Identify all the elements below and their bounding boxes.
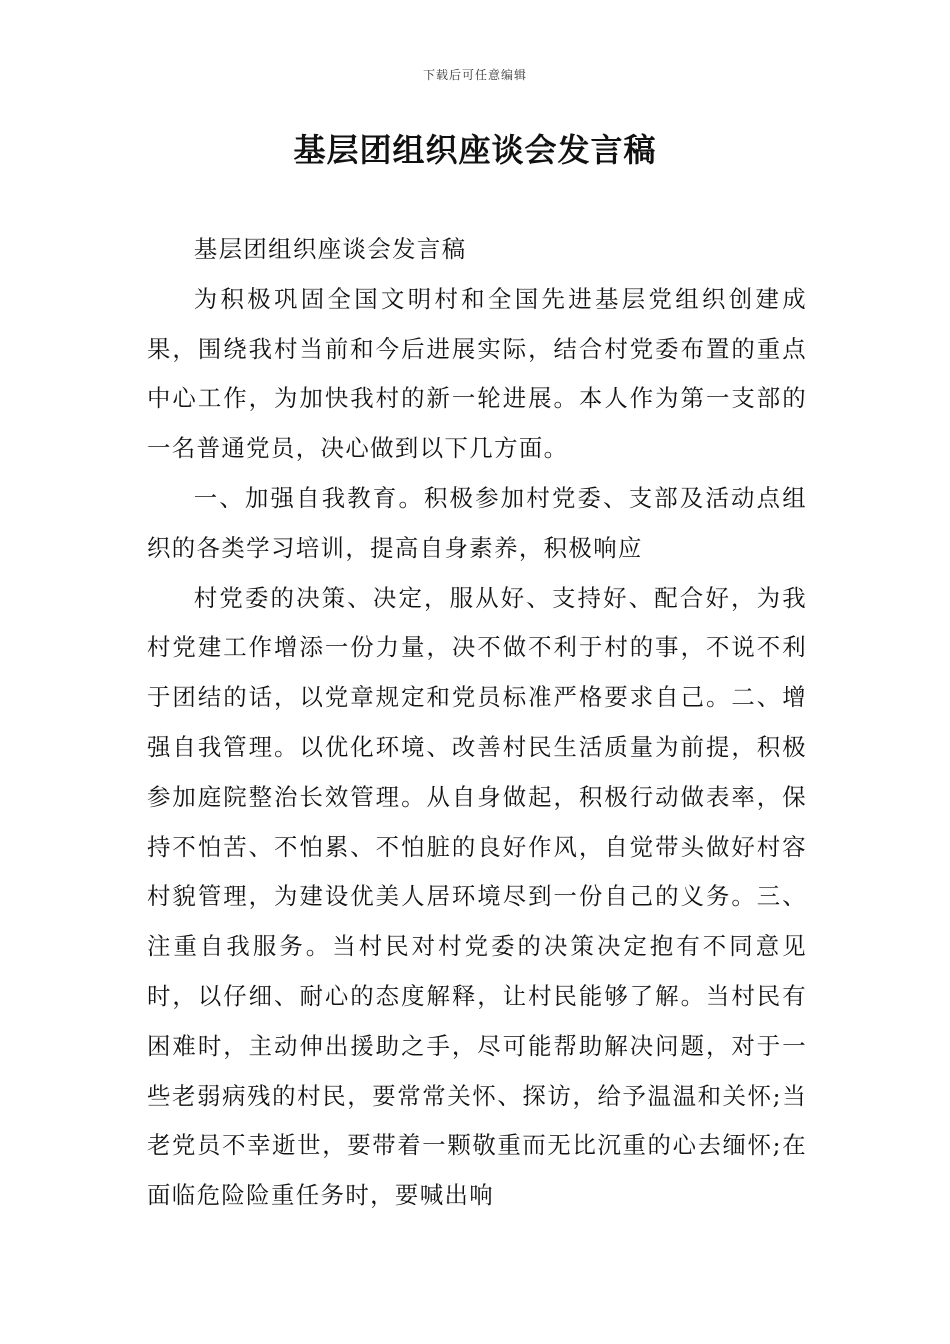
document-body [147,225,807,1221]
paragraph-point-one: 一、加强自我教育。积极参加村党委、支部及活动点组织的各类学习培训，提高自身素养，积极响应 [147,483,807,562]
paragraph-intro: 为积极巩固全国文明村和全国先进基层党组织创建成果，围绕我村当前和今后进展实际，结合村党委布置的重点中心工作，为加快我村的新一轮进展。本人作为第一支部的一名普通党员，决心做到以下几方面。 [147,284,807,463]
paragraph-heading: 基层团组织座谈会发言稿 [193,235,467,263]
paragraph-continued: 村党委的决策、决定，服从好、支持好、配合好，为我村党建工作增添一份力量，决不做不利于村的事，不说不利于团结的话，以党章规定和党员标准严格要求自己。二、增强自我管理。以优化环境、改善村民生活质量为前提，积极参加庭院整治长效管理。从自身做起，积极行动做表率，保持不怕苦、不怕累、不怕脏的良好作风，自觉带头做好村容村貌管理，为建设优美人居环境尽到一份自己的义务。三、注重自我服务。当村民对村党委的决策决定抱有不同意见时，以仔细、耐心的态度解释，让村民能够了解。当村民有困难时，主动伸出援助之手，尽可能帮助解决问题，对于一些老弱病残的村民，要常常关怀、探访，给予温温和关怀;当老党员不幸逝世，要带着一颗敬重而无比沉重的心去缅怀;在面临危险险重任务时，要喊出响 [147,583,807,1210]
header-note: 下载后可任意编辑 [422,68,527,82]
document-title: 基层团组织座谈会发言稿 [293,131,657,169]
